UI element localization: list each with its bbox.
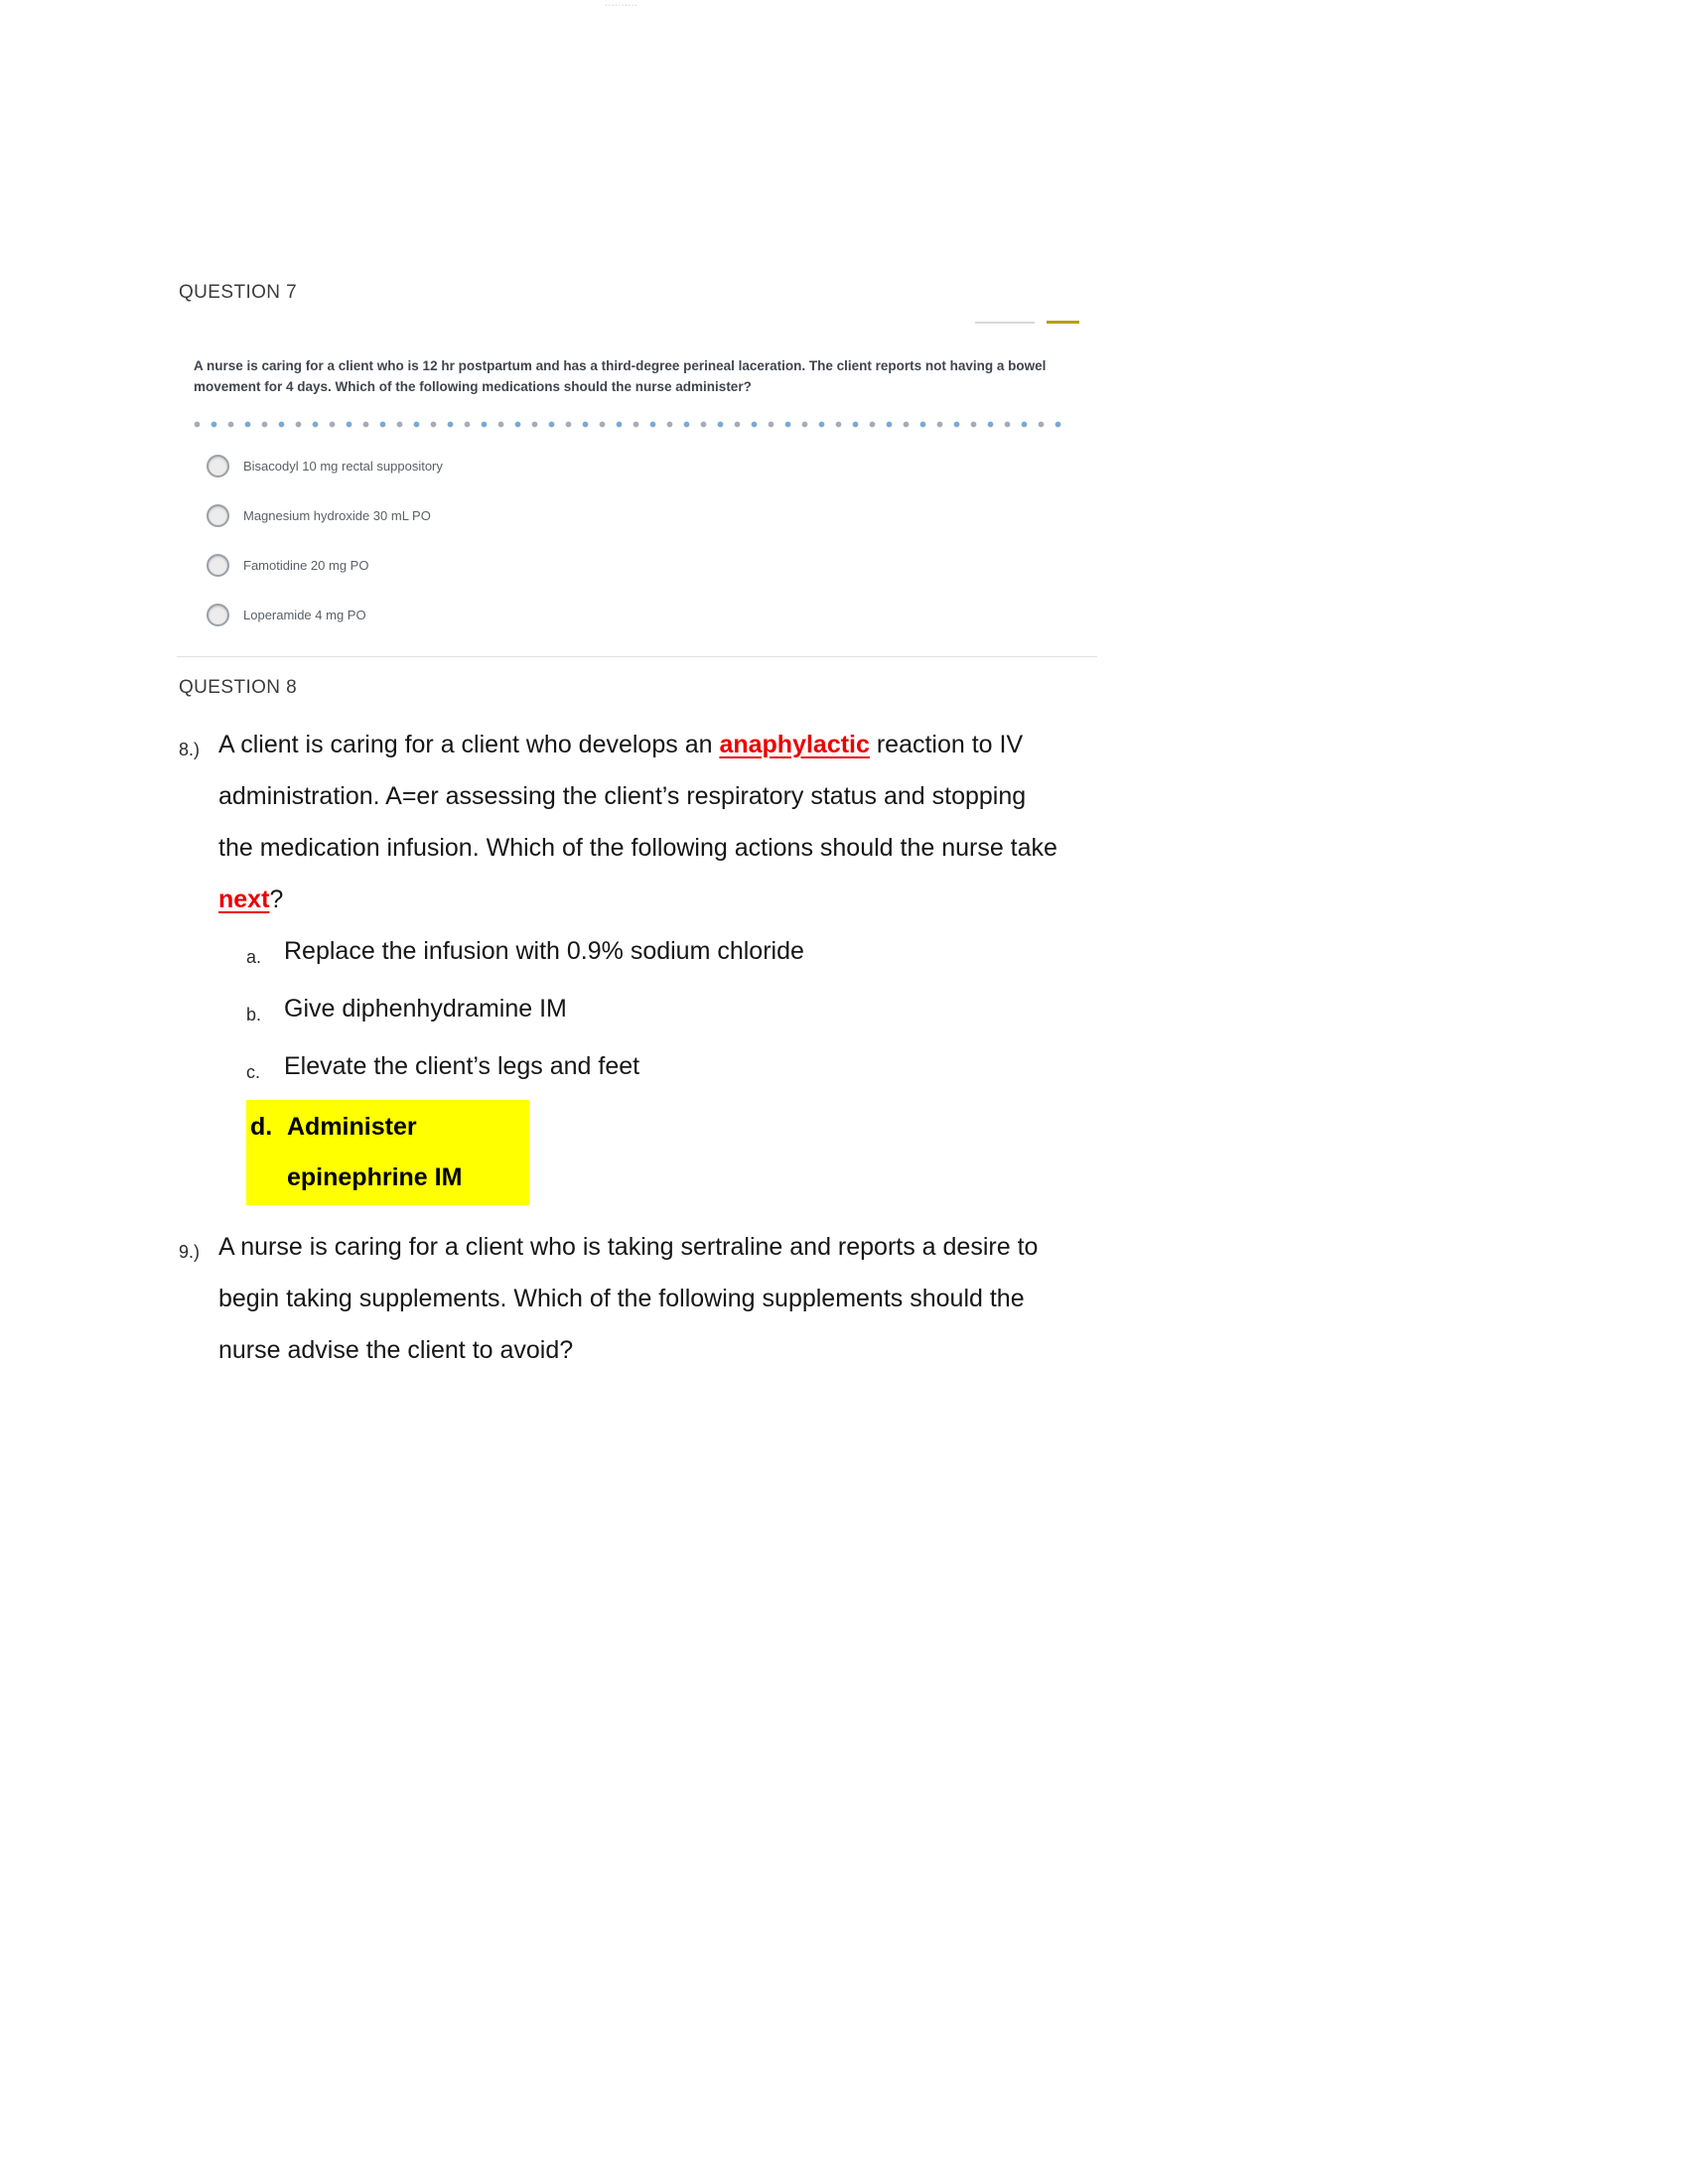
question-8-item [179, 719, 1060, 925]
choice-b [246, 983, 1060, 1040]
quiz-option-label: Bisacodyl 10 mg rectal suppository [243, 459, 443, 474]
choice-a-text: Replace the infusion with 0.9% sodium chloride [284, 937, 804, 965]
choice-a [246, 925, 1060, 983]
answer-line-1 [250, 1102, 529, 1153]
question-8-heading: QUESTION 8 [179, 677, 298, 698]
anaphylactic-emphasis: anaphylactic [719, 731, 870, 758]
question-8-text-1: A client is caring for a client who develops an [218, 731, 720, 758]
quiz-option-label: Famotidine 20 mg PO [243, 558, 369, 573]
question-8-text-3: ? [269, 886, 284, 913]
choice-c [246, 1040, 1060, 1098]
question-7-quiz-panel [177, 355, 1097, 657]
highlighted-answer-d [246, 1100, 529, 1205]
question-9-item [179, 1221, 1060, 1376]
radio-button-icon[interactable] [207, 604, 229, 626]
choice-a-letter: a. [246, 947, 262, 967]
answer-d-letter: d. [250, 1113, 273, 1141]
grey-rule-decoration [975, 322, 1035, 324]
quiz-option-label: Loperamide 4 mg PO [243, 608, 366, 622]
quiz-option-label: Magnesium hydroxide 30 mL PO [243, 508, 431, 523]
question-8-text-2: reaction to IV administration. A=er assessing the client’s respiratory status and stopping the medication infusion. Which of the following actions should the nurse take [218, 731, 1057, 862]
dotted-separator [194, 421, 1069, 428]
answer-d-text-2: epinephrine IM [287, 1163, 463, 1191]
radio-button-icon[interactable] [207, 554, 229, 577]
quiz-option-row[interactable] [207, 504, 1097, 527]
olive-rule-decoration [1047, 321, 1079, 324]
quiz-prompt: A nurse is caring for a client who is 12 hr postpartum and has a third-degree perineal laceration. The client reports not having a bowel movement for 4 days. Which of the following medications should the nurse administer? [194, 358, 1047, 394]
next-emphasis: next [218, 886, 270, 913]
question-9-number: 9.) [179, 1242, 201, 1262]
choice-c-letter: c. [246, 1062, 261, 1082]
quiz-option-row[interactable] [207, 604, 1097, 626]
question-8-number: 8.) [179, 740, 201, 759]
choice-b-text: Give diphenhydramine IM [284, 995, 567, 1023]
quiz-option-row[interactable] [207, 455, 1097, 478]
radio-button-icon[interactable] [207, 504, 229, 527]
answer-d-text-1: Administer [287, 1113, 417, 1141]
quiz-option-row[interactable] [207, 554, 1097, 577]
choice-c-text: Elevate the client’s legs and feet [284, 1052, 640, 1080]
radio-button-icon[interactable] [207, 455, 229, 478]
questions-text-block [179, 719, 1060, 1376]
choice-b-letter: b. [246, 1005, 262, 1024]
page-header-mark: ·········· [605, 2, 638, 9]
question-7-heading: QUESTION 7 [179, 282, 298, 303]
question-9-text: A nurse is caring for a client who is taking sertraline and reports a desire to begin taking supplements. Which of the following supplements should the nurse advise the client to avoid? [218, 1233, 1039, 1364]
